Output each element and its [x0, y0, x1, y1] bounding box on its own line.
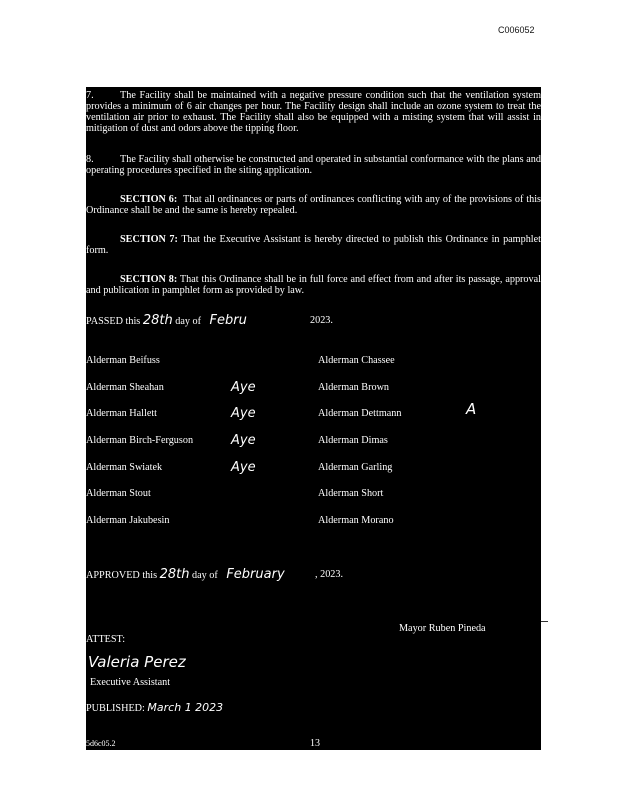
approved-prefix: APPROVED this [86, 570, 158, 581]
published-line [86, 702, 223, 714]
section-8-text: That this Ordinance shall be in full force and effect from and after its passage, approval and publication in pamphlet form as provided by law. [86, 274, 541, 296]
alderman-left-name: Alderman Hallett [86, 408, 158, 419]
alderman-right-name: Alderman Dettmann [318, 408, 402, 419]
alderman-left-vote: Aye [231, 460, 256, 475]
edge-mark [541, 621, 548, 622]
section-7-label: SECTION 7: [120, 234, 178, 245]
approved-day-handwritten: 28th [159, 567, 190, 582]
passed-day-handwritten: 28th [142, 313, 173, 328]
approved-year: , 2023. [315, 569, 344, 580]
alderman-right-name: Alderman Morano [318, 515, 394, 526]
section-8 [86, 274, 541, 296]
alderman-left-vote: Aye [231, 433, 256, 448]
executive-assistant-title: Executive Assistant [90, 677, 171, 688]
paragraph-7-number: 7. [86, 90, 94, 101]
passed-prefix: PASSED this [86, 316, 141, 327]
alderman-left-name: Alderman Sheahan [86, 382, 164, 393]
published-label: PUBLISHED: [86, 703, 145, 714]
alderman-left-vote: Aye [231, 380, 256, 395]
ordinance-page [86, 87, 541, 750]
approved-day-of: day of [192, 570, 218, 581]
alderman-left-name: Alderman Beifuss [86, 355, 160, 366]
section-6-text: That all ordinances or parts of ordinances conflicting with any of the provisions of this Ordinance shall be and the same is hereby repealed. [86, 194, 541, 216]
vote-row [86, 400, 541, 421]
section-7-text: That the Executive Assistant is hereby directed to publish this Ordinance in pamphlet form. [86, 234, 541, 256]
alderman-right-vote: A [466, 400, 477, 418]
paragraph-8-number: 8. [86, 154, 94, 165]
alderman-right-name: Alderman Short [318, 488, 384, 499]
footer-code: 5d6c05.2 [86, 739, 116, 748]
paragraph-8 [86, 154, 541, 176]
vote-row [86, 488, 541, 500]
alderman-right-name: Alderman Chassee [318, 355, 395, 366]
passed-month-handwritten: Febru [209, 313, 247, 328]
paragraph-7 [86, 90, 541, 134]
attest-label: ATTEST: [86, 634, 126, 645]
section-6-label: SECTION 6: [120, 194, 178, 205]
alderman-right-name: Alderman Brown [318, 382, 390, 393]
page-number: 13 [310, 738, 320, 749]
vote-row [86, 462, 541, 474]
alderman-left-name: Alderman Stout [86, 488, 151, 499]
alderman-left-name: Alderman Swiatek [86, 462, 163, 473]
section-6 [86, 194, 541, 216]
alderman-left-name: Alderman Jakubesin [86, 515, 170, 526]
passed-line [86, 315, 541, 327]
mayor-name: Mayor Ruben Pineda [399, 623, 486, 634]
approved-month-handwritten: February [226, 567, 285, 582]
vote-row [86, 355, 541, 367]
paragraph-7-text: The Facility shall be maintained with a negative pressure condition such that the ventilation system provides a minimum of 6 air changes per hour. The Facility design shall include an ozone system to treat the ventilation air prior to exhaust. The Facility shall also be equipped with a misting system that will assist in mitigation of dust and odors above the tipping floor. [86, 90, 541, 134]
alderman-right-name: Alderman Garling [318, 462, 393, 473]
published-date-handwritten: March 1 2023 [147, 701, 224, 714]
passed-year: 2023. [310, 315, 333, 326]
passed-day-of: day of [175, 316, 201, 327]
bates-number: C006052 [498, 25, 535, 35]
vote-row [86, 435, 541, 447]
vote-row [86, 515, 541, 527]
vote-row [86, 382, 541, 394]
alderman-right-name: Alderman Dimas [318, 435, 388, 446]
section-8-label: SECTION 8: [120, 274, 178, 285]
alderman-left-name: Alderman Birch-Ferguson [86, 435, 194, 446]
paragraph-8-text: The Facility shall otherwise be constructed and operated in substantial conformance with the plans and operating procedures specified in the siting application. [86, 154, 541, 176]
signature-handwritten: Valeria Perez [88, 653, 186, 671]
alderman-left-vote: Aye [231, 406, 256, 421]
approved-line [86, 569, 541, 581]
section-7 [86, 234, 541, 256]
